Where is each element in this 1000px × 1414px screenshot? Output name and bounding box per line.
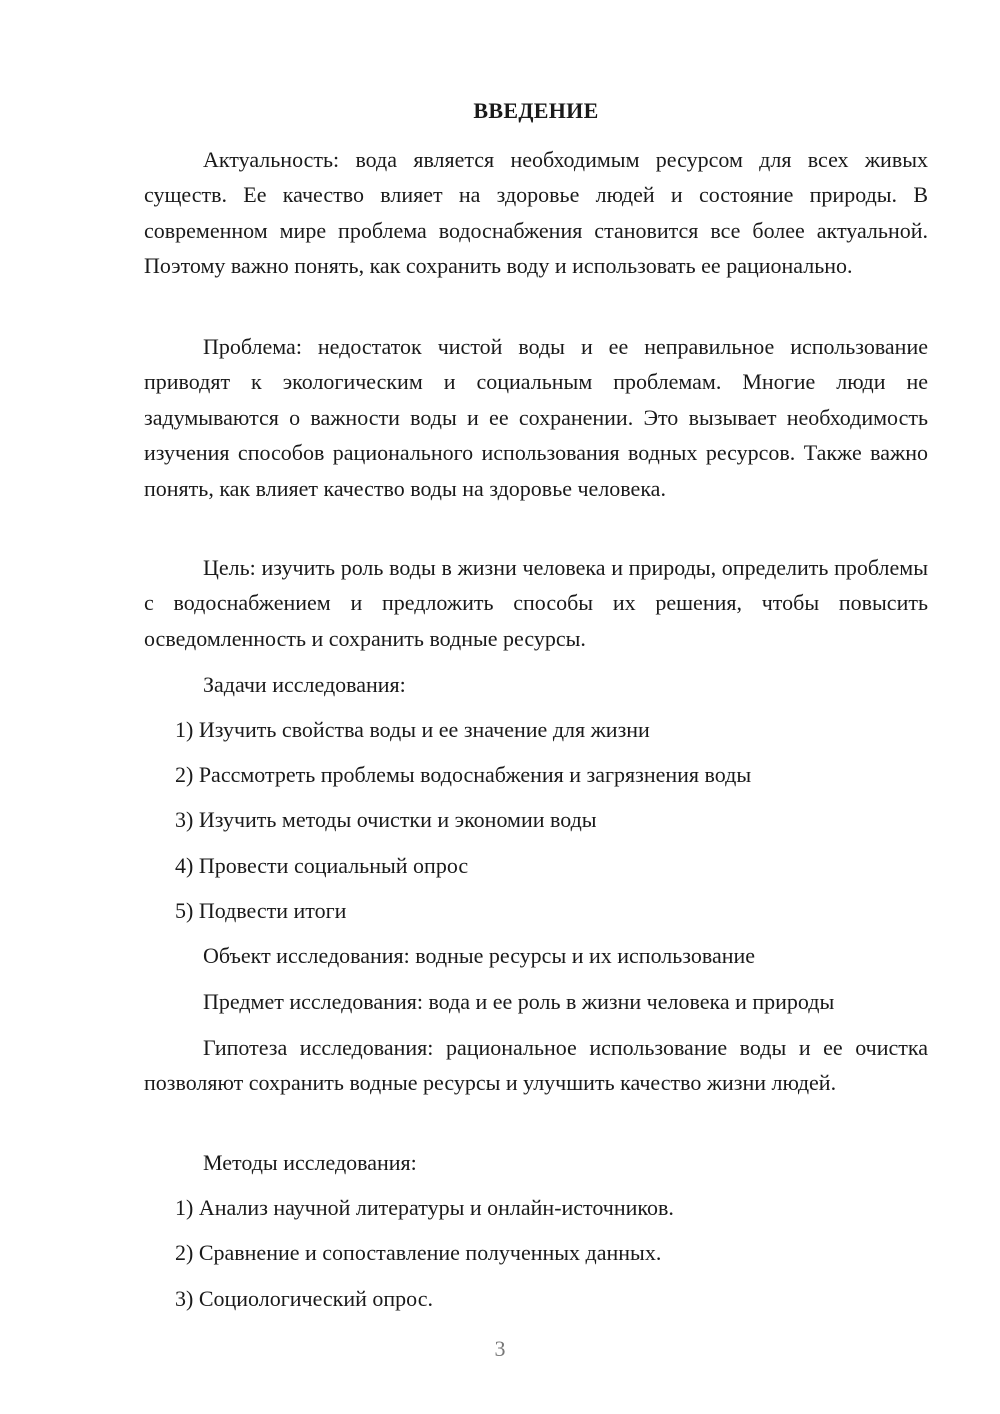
list-item-task: 3) Изучить методы очистки и экономии воды <box>175 807 597 832</box>
list-item-task: 2) Рассмотреть проблемы водоснабжения и загрязнения воды <box>175 762 752 787</box>
list-item-method: 2) Сравнение и сопоставление полученных данных. <box>175 1240 662 1265</box>
section-title: ВВЕДЕНИЕ <box>473 98 599 123</box>
paragraph-relevance: Актуальность: вода является необходимым ресурсом для всех живых существ. Ее качество влияет на здоровье людей и состояние природы. В современном мире проблема водоснабжения становится все более актуальной. Поэтому важно понять, как сохранить воду и использовать ее рационально. <box>144 147 928 279</box>
list-item-method: 3) Социологический опрос. <box>175 1286 433 1311</box>
paragraph-goal: Цель: изучить роль воды в жизни человека и природы, определить проблемы с водоснабжением и предложить способы их решения, чтобы повысить осведомленность и сохранить водные ресурсы. <box>144 555 928 651</box>
paragraph-hypothesis: Гипотеза исследования: рациональное использование воды и ее очистка позволяют сохранить водные ресурсы и улучшить качество жизни людей. <box>144 1035 928 1096</box>
research-subject: Предмет исследования: вода и ее роль в жизни человека и природы <box>203 989 835 1014</box>
list-item-method: 1) Анализ научной литературы и онлайн-источников. <box>175 1195 674 1220</box>
methods-heading: Методы исследования: <box>203 1150 417 1175</box>
page-number: 3 <box>494 1336 506 1361</box>
list-item-task: 5) Подвести итоги <box>175 898 347 923</box>
paragraph-problem: Проблема: недостаток чистой воды и ее неправильное использование приводят к экологическим и социальным проблемам. Многие люди не задумываются о важности воды и ее сохранении. Это вызывает необходимость изучения способов рационального использования водных ресурсов. Также важно понять, как влияет качество воды на здоровье человека. <box>144 334 928 501</box>
tasks-heading: Задачи исследования: <box>203 672 406 697</box>
list-item-task: 1) Изучить свойства воды и ее значение для жизни <box>175 717 650 742</box>
list-item-task: 4) Провести социальный опрос <box>175 853 469 878</box>
research-object: Объект исследования: водные ресурсы и их использование <box>203 943 756 968</box>
